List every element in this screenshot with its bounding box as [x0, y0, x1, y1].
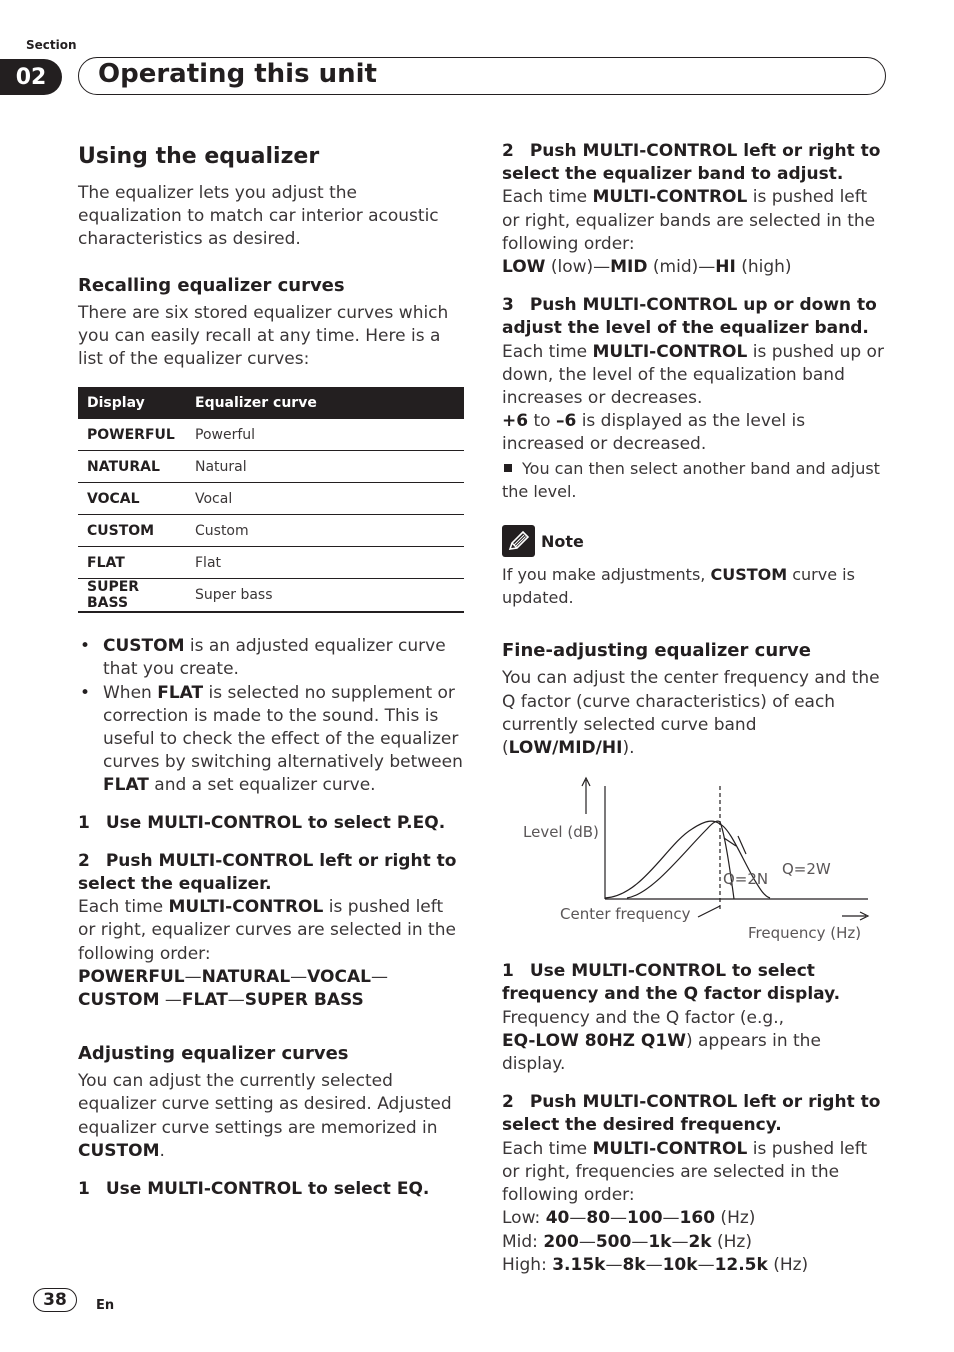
step-description: Each time MULTI-CONTROL is pushed left or right, equalizer curves are selected in the following order: — [78, 897, 456, 964]
table-header-row — [78, 387, 464, 419]
table-cell: NATURAL — [78, 451, 186, 483]
step-heading: 3 Push MULTI-CONTROL up or down to adjust the level of the equalizer band. — [502, 295, 877, 339]
step-heading: 2 Push MULTI-CONTROL left or right to select the equalizer. — [78, 850, 457, 895]
equalizer-curve-table — [78, 387, 464, 613]
section-number-badge: 02 — [0, 59, 62, 95]
table-row — [78, 451, 464, 483]
low-frequency-order: Low: 40—80—100—160 (Hz) — [502, 1208, 756, 1229]
table-cell: SUPER BASS — [78, 579, 186, 613]
table-row — [78, 579, 464, 613]
frequency-label: Frequency (Hz) — [748, 924, 862, 943]
q2w-label: Q=2W — [782, 860, 831, 879]
table-header-cell: Display — [78, 387, 186, 419]
table-cell: VOCAL — [78, 483, 186, 515]
step-description: Each time MULTI-CONTROL is pushed left or right, equalizer bands are selected in the following order: — [502, 187, 876, 254]
mid-frequency-order: Mid: 200—500—1k—2k (Hz) — [502, 1231, 752, 1252]
fine-adjust-text: You can adjust the center frequency and the Q factor (curve characteristics) of each currently selected curve band (LOW/MID/HI). — [502, 668, 880, 759]
level-label: Level (dB) — [523, 823, 599, 842]
step-heading: 2 Push MULTI-CONTROL left or right to select the equalizer band to adjust. — [502, 141, 881, 185]
list-item: • When FLAT is selected no supplement or correction is made to the sound. This is useful to check the effect of the equalizer curves by switching alternatively between FLAT and a set equalizer curve. — [78, 682, 464, 798]
left-column — [78, 140, 464, 1201]
intro-text: The equalizer lets you adjust the equalization to match car interior acoustic characteristics as desired. — [78, 183, 439, 250]
page-title: Operating this unit — [98, 59, 377, 89]
center-frequency-label: Center frequency — [560, 905, 691, 924]
table-cell: Custom — [186, 515, 464, 547]
q2n-label: Q=2N — [723, 870, 769, 889]
bullet-list — [78, 635, 464, 797]
note-title: Note — [541, 531, 584, 551]
narrow-q-curve — [627, 821, 720, 898]
step-description: Each time MULTI-CONTROL is pushed up or down, the level of the equalization band increases or decreases. — [502, 341, 884, 409]
adjust-heading: Adjusting equalizer curves — [78, 1043, 349, 1065]
eq-curve-diagram — [502, 774, 888, 944]
step-heading: 1 Use MULTI-CONTROL to select P.EQ. — [78, 812, 446, 833]
list-item: • CUSTOM is an adjusted equalizer curve that you create. — [78, 635, 464, 681]
table-row — [78, 483, 464, 515]
table-cell: Vocal — [186, 483, 464, 515]
square-bullet-icon — [504, 464, 512, 472]
table-cell: FLAT — [78, 547, 186, 579]
table-row — [78, 419, 464, 451]
table-cell: Super bass — [186, 579, 464, 613]
right-column — [502, 140, 888, 1277]
high-frequency-order: High: 3.15k—8k—10k—12.5k (Hz) — [502, 1254, 809, 1275]
table-row — [78, 547, 464, 579]
note-header — [502, 525, 888, 557]
step-heading: 2 Push MULTI-CONTROL left or right to select the desired frequency. — [502, 1092, 881, 1136]
table-header-cell: Equalizer curve — [186, 387, 464, 419]
step-description: Frequency and the Q factor (e.g., EQ-LOW 80HZ Q1W) appears in the display. — [502, 1007, 821, 1075]
step-description: Each time MULTI-CONTROL is pushed left or right, frequencies are selected in the following order: — [502, 1138, 868, 1206]
center-frequency-pointer — [698, 906, 720, 917]
table-cell: POWERFUL — [78, 419, 186, 451]
curve-order: POWERFUL—NATURAL—VOCAL—CUSTOM —FLAT—SUPER BASS — [78, 966, 388, 1011]
recall-text: There are six stored equalizer curves which you can easily recall at any time. Here is a list of the equalizer curves: — [78, 302, 449, 370]
band-order: LOW (low)—MID (mid)—HI (high) — [502, 257, 792, 278]
table-row — [78, 515, 464, 547]
page-number: 38 — [33, 1288, 77, 1312]
note-text: If you make adjustments, CUSTOM curve is updated. — [502, 565, 855, 608]
table-cell: CUSTOM — [78, 515, 186, 547]
table-cell: Powerful — [186, 419, 464, 451]
step-heading: 1 Use MULTI-CONTROL to select EQ. — [78, 1179, 430, 1200]
step-heading: 1 Use MULTI-CONTROL to select frequency and the Q factor display. — [502, 961, 841, 1005]
section-label: Section — [26, 38, 77, 52]
language-label: En — [96, 1298, 115, 1313]
table-cell: Flat — [186, 547, 464, 579]
table-cell: Natural — [186, 451, 464, 483]
adjust-text: You can adjust the currently selected equalizer curve setting as desired. Adjusted equalizer curve settings are memorized in CUSTOM. — [78, 1071, 452, 1161]
recall-heading: Recalling equalizer curves — [78, 274, 345, 296]
fine-adjust-heading: Fine-adjusting equalizer curve — [502, 640, 811, 662]
level-range-text: +6 to –6 is displayed as the level is increased or decreased. — [502, 411, 806, 455]
pencil-icon — [502, 525, 535, 557]
square-bullet-item: You can then select another band and adjust the level. — [502, 458, 880, 501]
section-heading: Using the equalizer — [78, 144, 320, 169]
